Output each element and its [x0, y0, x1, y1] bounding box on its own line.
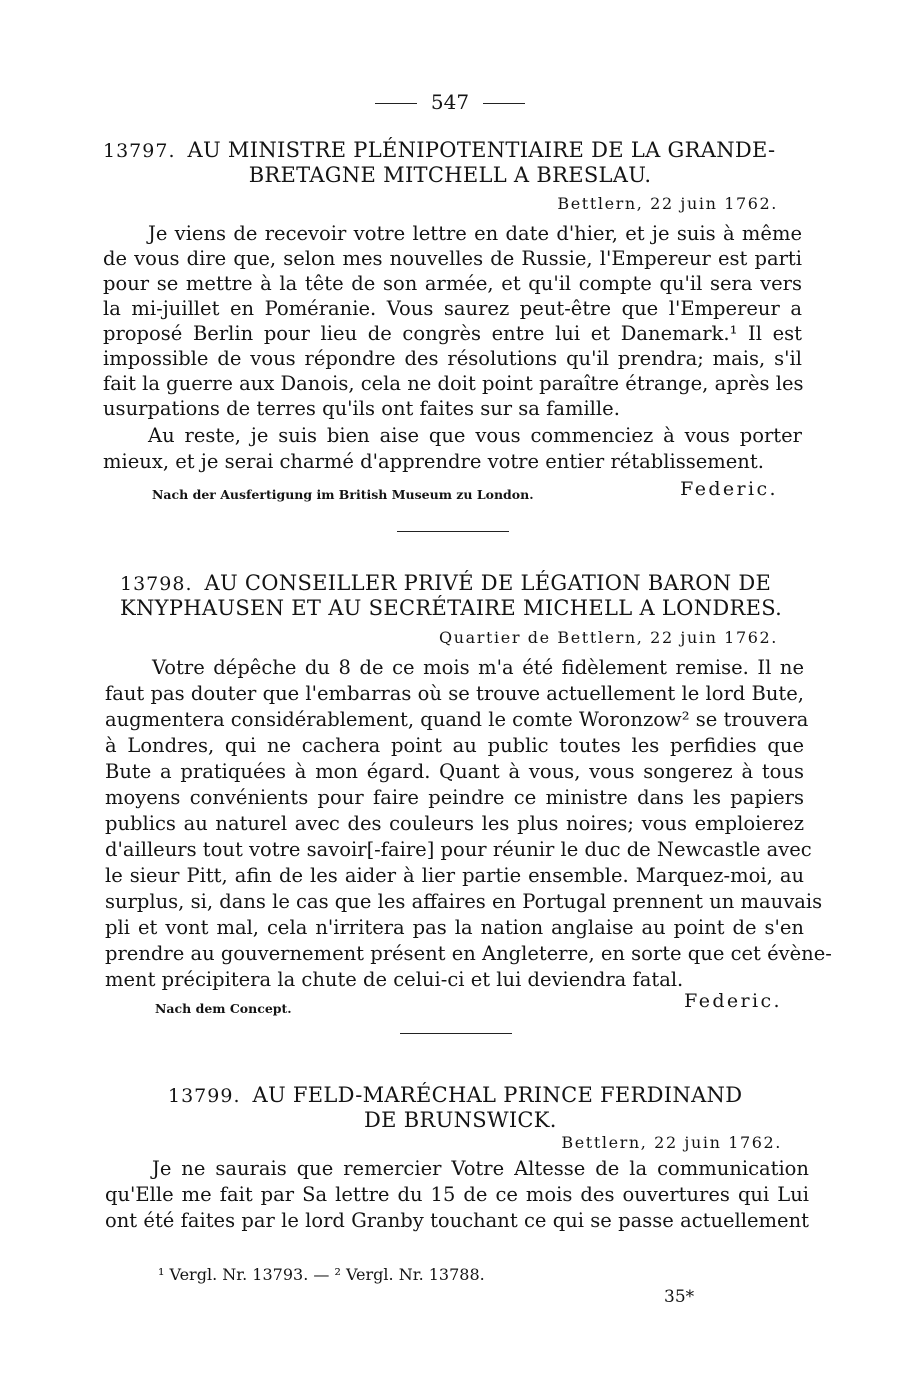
text-line: Je viens de recevoir votre lettre en date d'hier, et je suis à même [148, 222, 802, 245]
text-line: fait la guerre aux Danois, cela ne doit point paraître étrange, après les [103, 372, 804, 395]
text-line: Je ne saurais que remercier Votre Altesse de la communication [152, 1157, 809, 1180]
text-line: de vous dire que, selon mes nouvelles de Russie, l'Empereur est parti [103, 247, 802, 270]
text-line: proposé Berlin pour lieu de congrès entre lui et Danemark.¹ Il est [103, 322, 802, 345]
printer-signature-mark: 35* [664, 1287, 695, 1307]
text-line: Bute a pratiquées à mon égard. Quant à vous, vous songerez à tous [105, 760, 804, 783]
text-line: le sieur Pitt, afin de les aider à lier partie ensemble. Marquez-moi, au [105, 864, 804, 887]
heading-line: DE BRUNSWICK. [364, 1108, 557, 1132]
page-number-dash-left [375, 103, 417, 104]
letter-number: 13798. [120, 573, 193, 595]
text-line: augmentera considérablement, quand le comte Woronzow² se trouvera [105, 708, 809, 731]
letter-number: 13797. [103, 140, 176, 162]
dateline: Bettlern, 22 juin 1762. [557, 194, 778, 213]
text-line: moyens convénients pour faire peindre ce ministre dans les papiers [105, 786, 804, 809]
letter-13797-heading [103, 138, 775, 162]
heading-line: BRETAGNE MITCHELL A BRESLAU. [248, 163, 652, 187]
text-line: qu'Elle me fait par Sa lettre du 15 de ce mois des ouvertures qui Lui [105, 1183, 809, 1206]
heading-line: AU MINISTRE PLÉNIPOTENTIAIRE DE LA GRANDE- [187, 138, 776, 162]
text-line: ont été faites par le lord Granby touchant ce qui se passe actuellement [105, 1209, 809, 1232]
dateline: Quartier de Bettlern, 22 juin 1762. [439, 628, 778, 647]
dateline: Bettlern, 22 juin 1762. [561, 1133, 782, 1152]
letter-number: 13799. [168, 1085, 241, 1107]
text-line: à Londres, qui ne cachera point au public toutes les perfidies que [105, 734, 804, 757]
letter-13798-heading [120, 571, 771, 595]
page-number: 547 [0, 90, 900, 114]
text-line: publics au naturel avec des couleurs les plus noires; vous emploierez [105, 812, 804, 835]
text-line: prendre au gouvernement présent en Angleterre, en sorte que cet évène- [105, 942, 832, 965]
heading-line: AU FELD-MARÉCHAL PRINCE FERDINAND [252, 1083, 743, 1107]
signature: Federic. [680, 478, 778, 500]
text-line: impossible de vous répondre des résolutions qu'il prendra; mais, s'il [103, 347, 802, 370]
heading-line: AU CONSEILLER PRIVÉ DE LÉGATION BARON DE [204, 571, 772, 595]
section-divider [397, 531, 509, 532]
text-line: faut pas douter que l'embarras où se trouve actuellement le lord Bute, [105, 682, 804, 705]
text-line: Votre dépêche du 8 de ce mois m'a été fidèlement remise. Il ne [152, 656, 804, 679]
letter-13799-heading [168, 1083, 742, 1107]
page-number-dash-right [483, 103, 525, 104]
footnotes: ¹ Vergl. Nr. 13793. — ² Vergl. Nr. 13788. [158, 1265, 485, 1284]
text-line: mieux, et je serai charmé d'apprendre votre entier rétablissement. [103, 450, 764, 473]
text-line: ment précipitera la chute de celui-ci et lui deviendra fatal. [105, 968, 684, 991]
text-line: la mi-juillet en Poméranie. Vous saurez peut-être que l'Empereur a [103, 297, 802, 320]
text-line: d'ailleurs tout votre savoir[-faire] pour réunir le duc de Newcastle avec [105, 838, 812, 861]
text-line: pour se mettre à la tête de son armée, et qu'il compte qu'il sera vers [103, 272, 802, 295]
text-line: Au reste, je suis bien aise que vous commenciez à vous porter [148, 424, 802, 447]
text-line: usurpations de terres qu'ils ont faites sur sa famille. [103, 397, 620, 420]
text-line: pli et vont mal, cela n'irritera pas la nation anglaise au point de s'en [105, 916, 804, 939]
heading-line: KNYPHAUSEN ET AU SECRÉTAIRE MICHELL A LONDRES. [120, 596, 783, 620]
section-divider [400, 1033, 512, 1034]
text-line: surplus, si, dans le cas que les affaires en Portugal prennent un mauvais [105, 890, 823, 913]
source-note: Nach dem Concept. [155, 1001, 292, 1016]
signature: Federic. [684, 990, 782, 1012]
source-note: Nach der Ausfertigung im British Museum zu London. [152, 487, 534, 502]
